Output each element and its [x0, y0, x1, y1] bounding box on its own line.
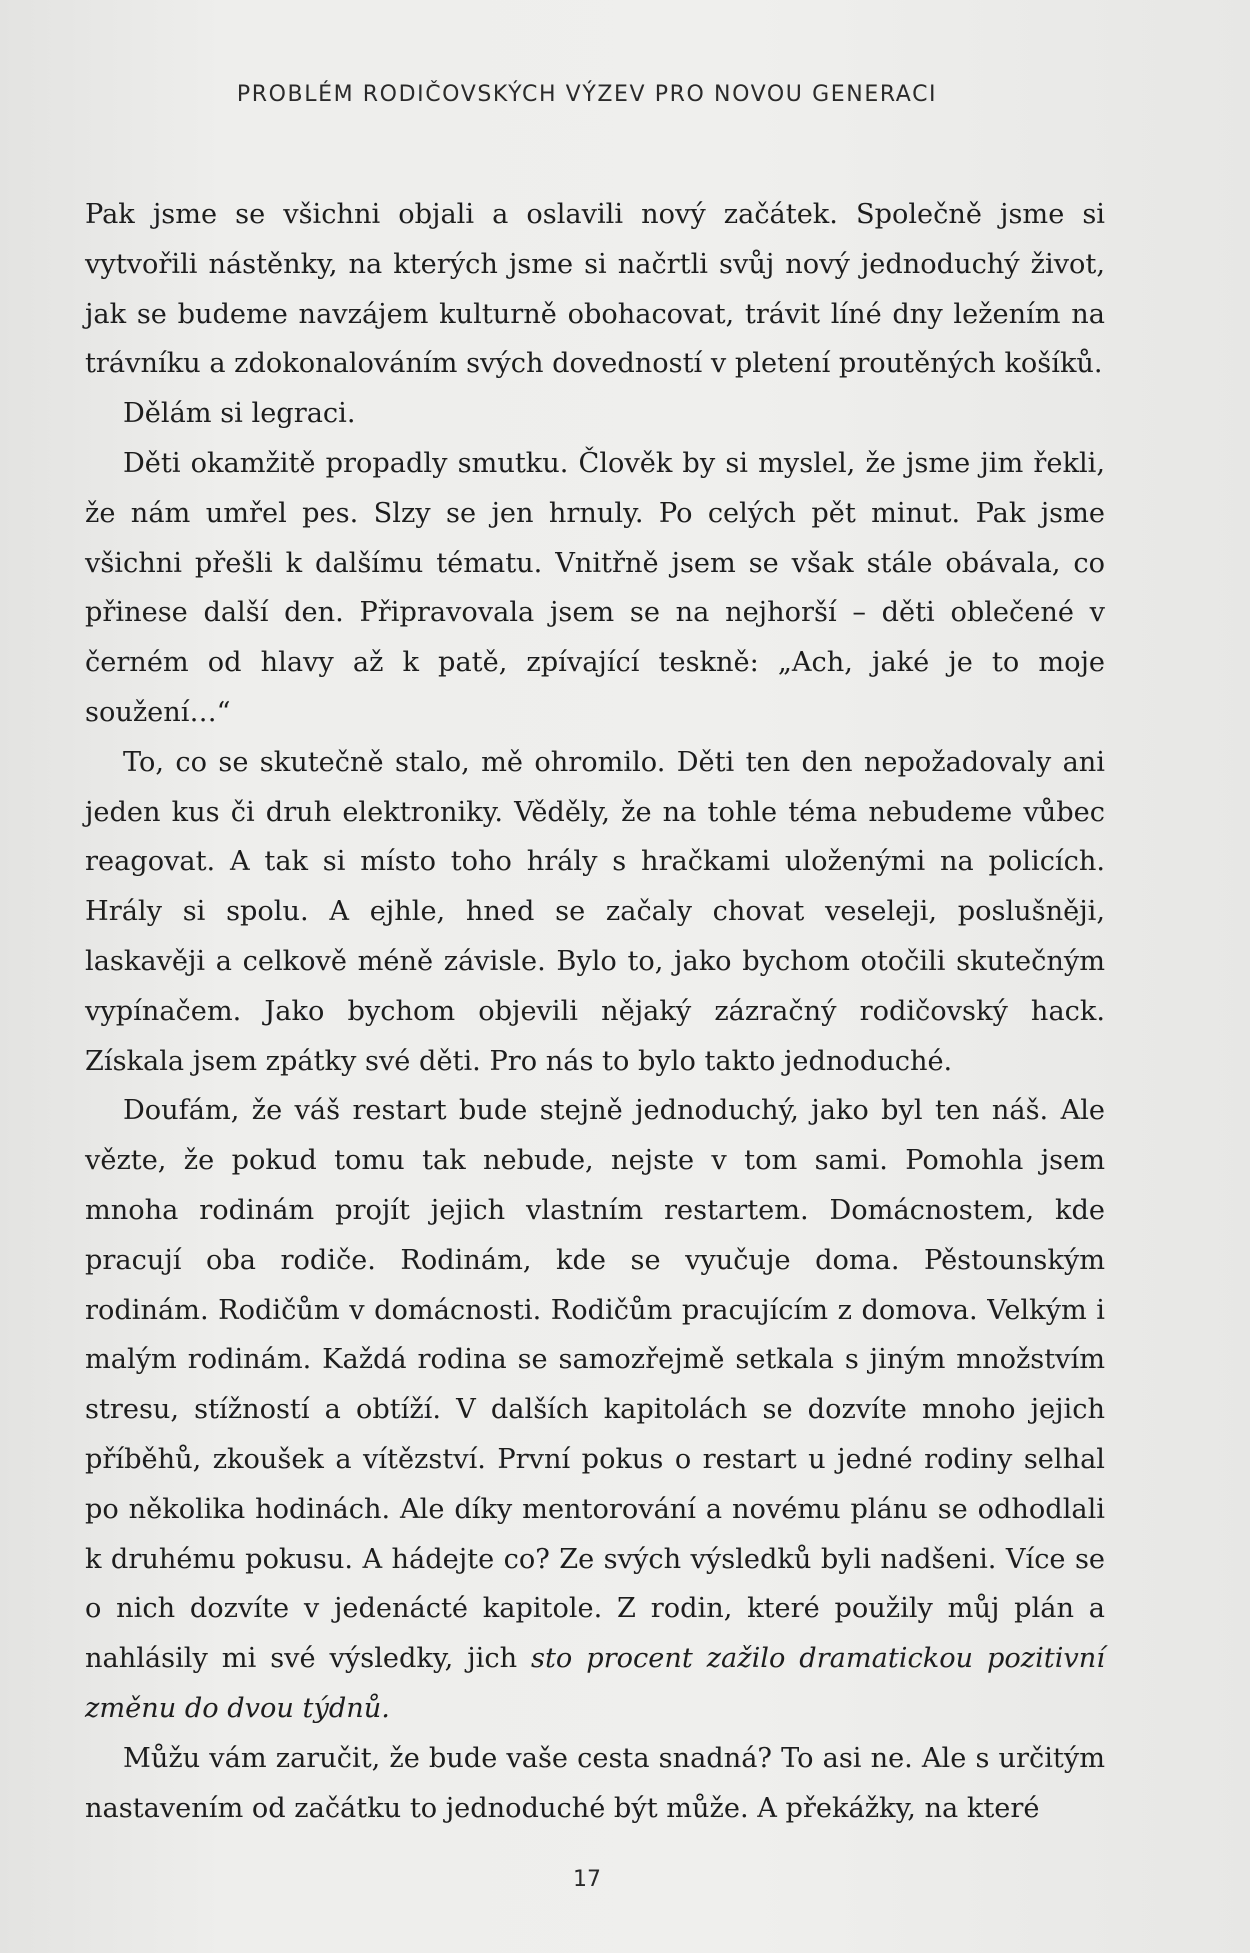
emphasized-text: sto procent zažilo dramatickou pozitivní změnu do dvou týdnů.	[85, 1643, 1105, 1724]
paragraph-with-emphasis	[85, 1086, 1105, 1733]
running-head: PROBLÉM RODIČOVSKÝCH VÝZEV PRO NOVOU GENERACI	[236, 82, 938, 107]
paragraph: Dělám si legraci.	[123, 398, 356, 430]
paragraph: Pak jsme se všichni objali a oslavili nový začátek. Společně jsme si vytvořili nástěnky, na kterých jsme si načrtli svůj nový jednoduchý život, jak se budeme navzájem kulturně obohacovat, trávit líné dny ležením na trávníku a zdokonalováním svých dovedností v pletení proutěných košíků.	[85, 199, 1105, 380]
body-text	[85, 190, 1105, 1833]
paragraph-lead-text: Doufám, že váš restart bude stejně jednoduchý, jako byl ten náš. Ale vězte, že pokud tomu tak nebude, nejste v tom sami. Pomohla jsem mnoha rodinám projít jejich vlastním restartem. Domácnostem, kde pracují oba rodiče. Rodinám, kde se vyučuje doma. Pěstounským rodinám. Rodičům v domácnosti. Rodičům pracujícím z domova. Velkým i malým rodinám. Každá rodina se samozřejmě setkala s jiným množstvím stresu, stížností a obtíží. V dalších kapitolách se dozvíte mnoho jejich příběhů, zkoušek a vítězství. První pokus o restart u jedné rodiny selhal po několika hodinách. Ale díky mentorování a novému plánu se odhodlali k druhému pokusu. A hádejte co? Ze svých výsledků byli nadšeni. Více se o nich dozvíte v jedenácté kapitole. Z rodin, které použily můj plán a nahlásily mi své výsledky, jich	[85, 1095, 1105, 1675]
paragraph: Děti okamžitě propadly smutku. Člověk by si myslel, že jsme jim řekli, že nám umřel pes. Slzy se jen hrnuly. Po celých pět minut. Pak jsme všichni přešli k dalšímu tématu. Vnitřně jsem se však stále obávala, co přinese další den. Připravovala jsem se na nejhorší – děti oblečené v černém od hlavy až k patě, zpívající teskně: „Ach, jaké je to moje soužení…“	[85, 447, 1105, 728]
page-number: 17	[573, 1867, 601, 1892]
paragraph: Můžu vám zaručit, že bude vaše cesta snadná? To asi ne. Ale s určitým nastavením od začátku to jednoduché být může. A překážky, na které	[85, 1742, 1105, 1824]
paragraph: To, co se skutečně stalo, mě ohromilo. Děti ten den nepožadovaly ani jeden kus či druh elektroniky. Věděly, že na tohle téma nebudeme vůbec reagovat. A tak si místo toho hrály s hračkami uloženými na policích. Hrály si spolu. A ejhle, hned se začaly chovat veseleji, poslušněji, laskavěji a celkově méně závisle. Bylo to, jako bychom otočili skutečným vypínačem. Jako bychom objevili nějaký zázračný rodičovský hack. Získala jsem zpátky své děti. Pro nás to bylo takto jednoduché.	[85, 746, 1105, 1077]
